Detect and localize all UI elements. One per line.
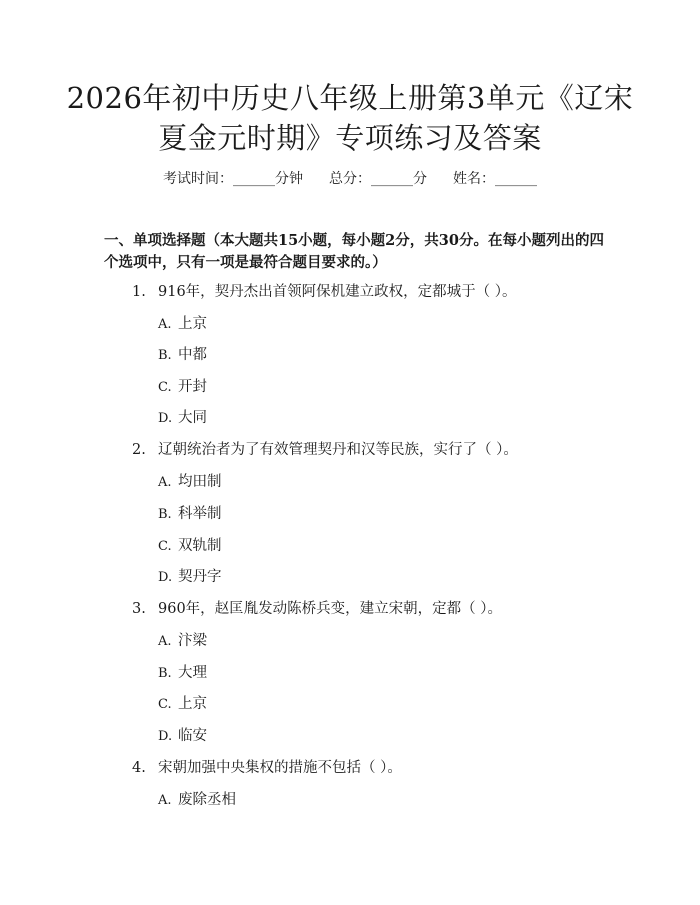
question-2 [132,440,518,460]
student-name-label: 姓名：______ [453,171,537,187]
question-number: 2. [132,442,146,458]
question-3-option-c [158,694,207,715]
option-letter: D. [158,729,173,744]
section-heading-line2: 个选项中，只有一项是最符合题目要求的。） [104,254,387,271]
option-letter: C. [158,539,172,554]
question-1-option-a [158,314,207,335]
question-number: 3. [132,601,146,617]
option-letter: B. [158,666,172,681]
option-letter: D. [158,570,173,585]
option-text: 科举制 [178,506,222,522]
question-2-option-c [158,536,222,557]
question-3-option-a [158,631,207,652]
exam-time-label: 考试时间：______分钟 [163,171,303,187]
question-3-option-b [158,663,207,684]
question-text: 960年，赵匡胤发动陈桥兵变，建立宋朝，定都（ ）。 [158,601,503,617]
question-4 [132,758,402,778]
question-number: 1. [132,284,146,300]
option-letter: C. [158,380,172,395]
option-text: 临安 [178,728,207,744]
question-1-option-c [158,377,207,398]
question-4-option-a [158,790,236,811]
option-letter: A. [158,317,172,332]
option-text: 汴梁 [178,633,207,649]
option-text: 废除丞相 [178,792,236,808]
exam-meta [0,169,700,189]
question-text: 916年，契丹杰出首领阿保机建立政权，定都城于（ ）。 [158,284,517,300]
option-text: 中都 [178,347,207,363]
question-text: 宋朝加强中央集权的措施不包括（ ）。 [158,760,402,776]
question-1-option-d [158,408,207,429]
option-letter: B. [158,348,172,363]
question-2-option-b [158,504,222,525]
section-heading-line1: 一、单项选择题（本大题共15小题，每小题2分，共30分。在每小题列出的四 [104,232,604,249]
option-text: 上京 [178,696,207,712]
option-letter: D. [158,411,173,426]
question-1-option-b [158,345,207,366]
option-letter: A. [158,793,172,808]
option-text: 上京 [178,316,207,332]
option-text: 均田制 [178,474,222,490]
question-text: 辽朝统治者为了有效管理契丹和汉等民族，实行了（ ）。 [158,442,518,458]
question-1 [132,282,517,302]
option-letter: A. [158,475,172,490]
total-score-label: 总分：______分 [329,171,427,187]
option-letter: A. [158,634,172,649]
option-text: 双轨制 [178,538,222,554]
option-text: 契丹字 [178,569,222,585]
question-2-option-a [158,472,222,493]
question-3-option-d [158,726,207,747]
option-text: 大同 [178,410,207,426]
option-letter: B. [158,507,172,522]
option-text: 开封 [178,379,207,395]
option-text: 大理 [178,665,207,681]
page-title-line1: 2026年初中历史八年级上册第3单元《辽宋 [66,81,634,115]
question-3 [132,599,502,619]
option-letter: C. [158,697,172,712]
page-title-line2: 夏金元时期》专项练习及答案 [158,121,542,155]
question-number: 4. [132,760,146,776]
question-2-option-d [158,567,222,588]
